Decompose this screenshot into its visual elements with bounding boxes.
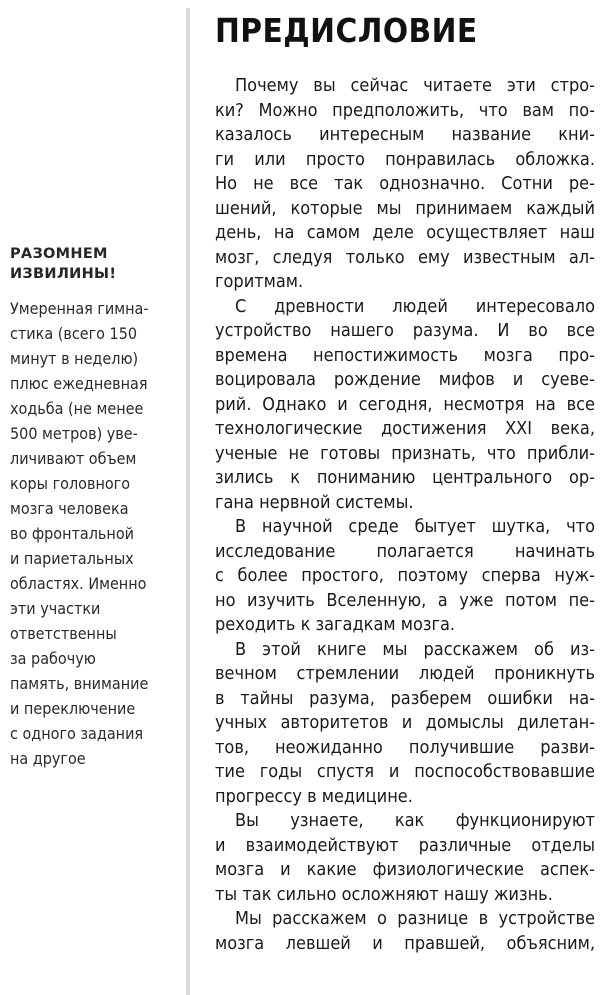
sidebar-heading-line: РАЗОМНЕМ (10, 246, 108, 262)
sidebar-line: мозга человека (10, 499, 129, 518)
sidebar-line: за рабочую (10, 649, 96, 668)
text-line: шений, которые мы принимаем каждый (215, 197, 595, 219)
text-line: В этой книге мы расскажем об из- (235, 638, 595, 660)
sidebar-line: во фронтальной (10, 524, 134, 543)
sidebar-line: ответственны (10, 624, 117, 643)
sidebar-line: областях. Именно (10, 574, 147, 593)
paragraph (215, 74, 595, 295)
sidebar-line: эти участки (10, 599, 101, 618)
text-line: ученые не готовы признать, что прибли- (215, 442, 595, 464)
text-line: ги или просто понравилась обложка. (215, 148, 595, 170)
text-line: воцировала рождение мифов и суеве- (215, 369, 595, 390)
text-line: Вы узнаете, как функционируют (235, 810, 595, 831)
text-line: реходить к загадкам мозга. (215, 614, 456, 635)
text-line: мозга левшей и правшей, объясним, (215, 932, 595, 954)
text-line: день, на самом деле осуществляет наш (215, 222, 595, 243)
text-line: гана нервной системы. (215, 491, 414, 513)
main-column (215, 0, 595, 956)
sidebar-heading-line: ИЗВИЛИНЫ! (10, 266, 117, 282)
text-line: горитмам. (215, 271, 304, 292)
sidebar-line: память, внимание (10, 674, 149, 693)
sidebar-line: 500 метров) уве- (10, 424, 138, 443)
text-line: С древности людей интересовало (235, 295, 595, 317)
text-line: и взаимодействуют различные отделы (215, 834, 595, 856)
text-line: но изучить Вселенную, а уже потом пе- (215, 589, 595, 611)
sidebar-line: стика (всего 150 (10, 324, 138, 343)
paragraph (215, 638, 595, 810)
text-line: казалось интересным название кни- (215, 124, 595, 145)
text-line: В научной среде бытует шутка, что (235, 516, 595, 537)
sidebar-body (10, 296, 180, 771)
text-line: ки? Можно предположить, что вам по- (215, 99, 595, 121)
text-line: ты так сильно осложняют нашу жизнь. (215, 883, 553, 905)
text-line: с более простого, поэтому сперва нуж- (215, 565, 595, 586)
text-line: зились к пониманию центрального ор- (215, 467, 595, 488)
text-line: времена непостижимость мозга про- (215, 344, 595, 366)
paragraph (215, 295, 595, 516)
sidebar-line: и париетальных (10, 549, 134, 568)
text-line: тие годы спустя и поспособствовавшие (215, 761, 595, 782)
body-text (215, 74, 595, 956)
text-line: в тайны разума, разберем ошибки на- (215, 687, 595, 709)
text-line: устройство нашего разума. И во все (215, 320, 595, 341)
text-line: тов, неожиданно получившие разви- (215, 736, 595, 758)
text-line: Мы расскажем о разнице в устройстве (235, 908, 595, 929)
sidebar-heading (10, 244, 180, 284)
text-line: мозга и какие физиологические аспек- (215, 859, 595, 880)
sidebar-line: личивают объем (10, 449, 137, 468)
paragraph (215, 515, 595, 638)
sidebar-line: плюс ежедневная (10, 374, 148, 393)
page-title: ПРЕДИСЛОВИЕ (215, 11, 478, 50)
text-line: мозг, следуя только ему известным ал- (215, 246, 595, 268)
sidebar-note (10, 244, 180, 771)
text-line: Но не все так однозначно. Сотни ре- (215, 173, 595, 194)
sidebar-line: с одного задания (10, 724, 144, 743)
text-line: прогрессу в медицине. (215, 785, 413, 807)
sidebar-line: и переключение (10, 699, 136, 718)
sidebar-line: коры головного (10, 474, 131, 493)
column-divider (186, 8, 190, 995)
text-line: вечном стремлении людей проникнуть (215, 663, 595, 684)
paragraph (215, 809, 595, 907)
text-line: рий. Однако и сегодня, несмотря на все (215, 393, 595, 415)
sidebar-line: на другое (10, 749, 86, 768)
sidebar-line: минут в неделю) (10, 349, 139, 368)
text-line: исследование полагается начинать (215, 540, 595, 562)
sidebar-line: Умеренная гимна- (10, 299, 149, 318)
text-line: учных авторитетов и домыслы дилетан- (215, 712, 595, 733)
paragraph (215, 907, 595, 956)
text-line: технологические достижения XXI века, (215, 418, 595, 439)
text-line: Почему вы сейчас читаете эти стро- (235, 75, 595, 96)
sidebar-line: ходьба (не менее (10, 399, 144, 418)
